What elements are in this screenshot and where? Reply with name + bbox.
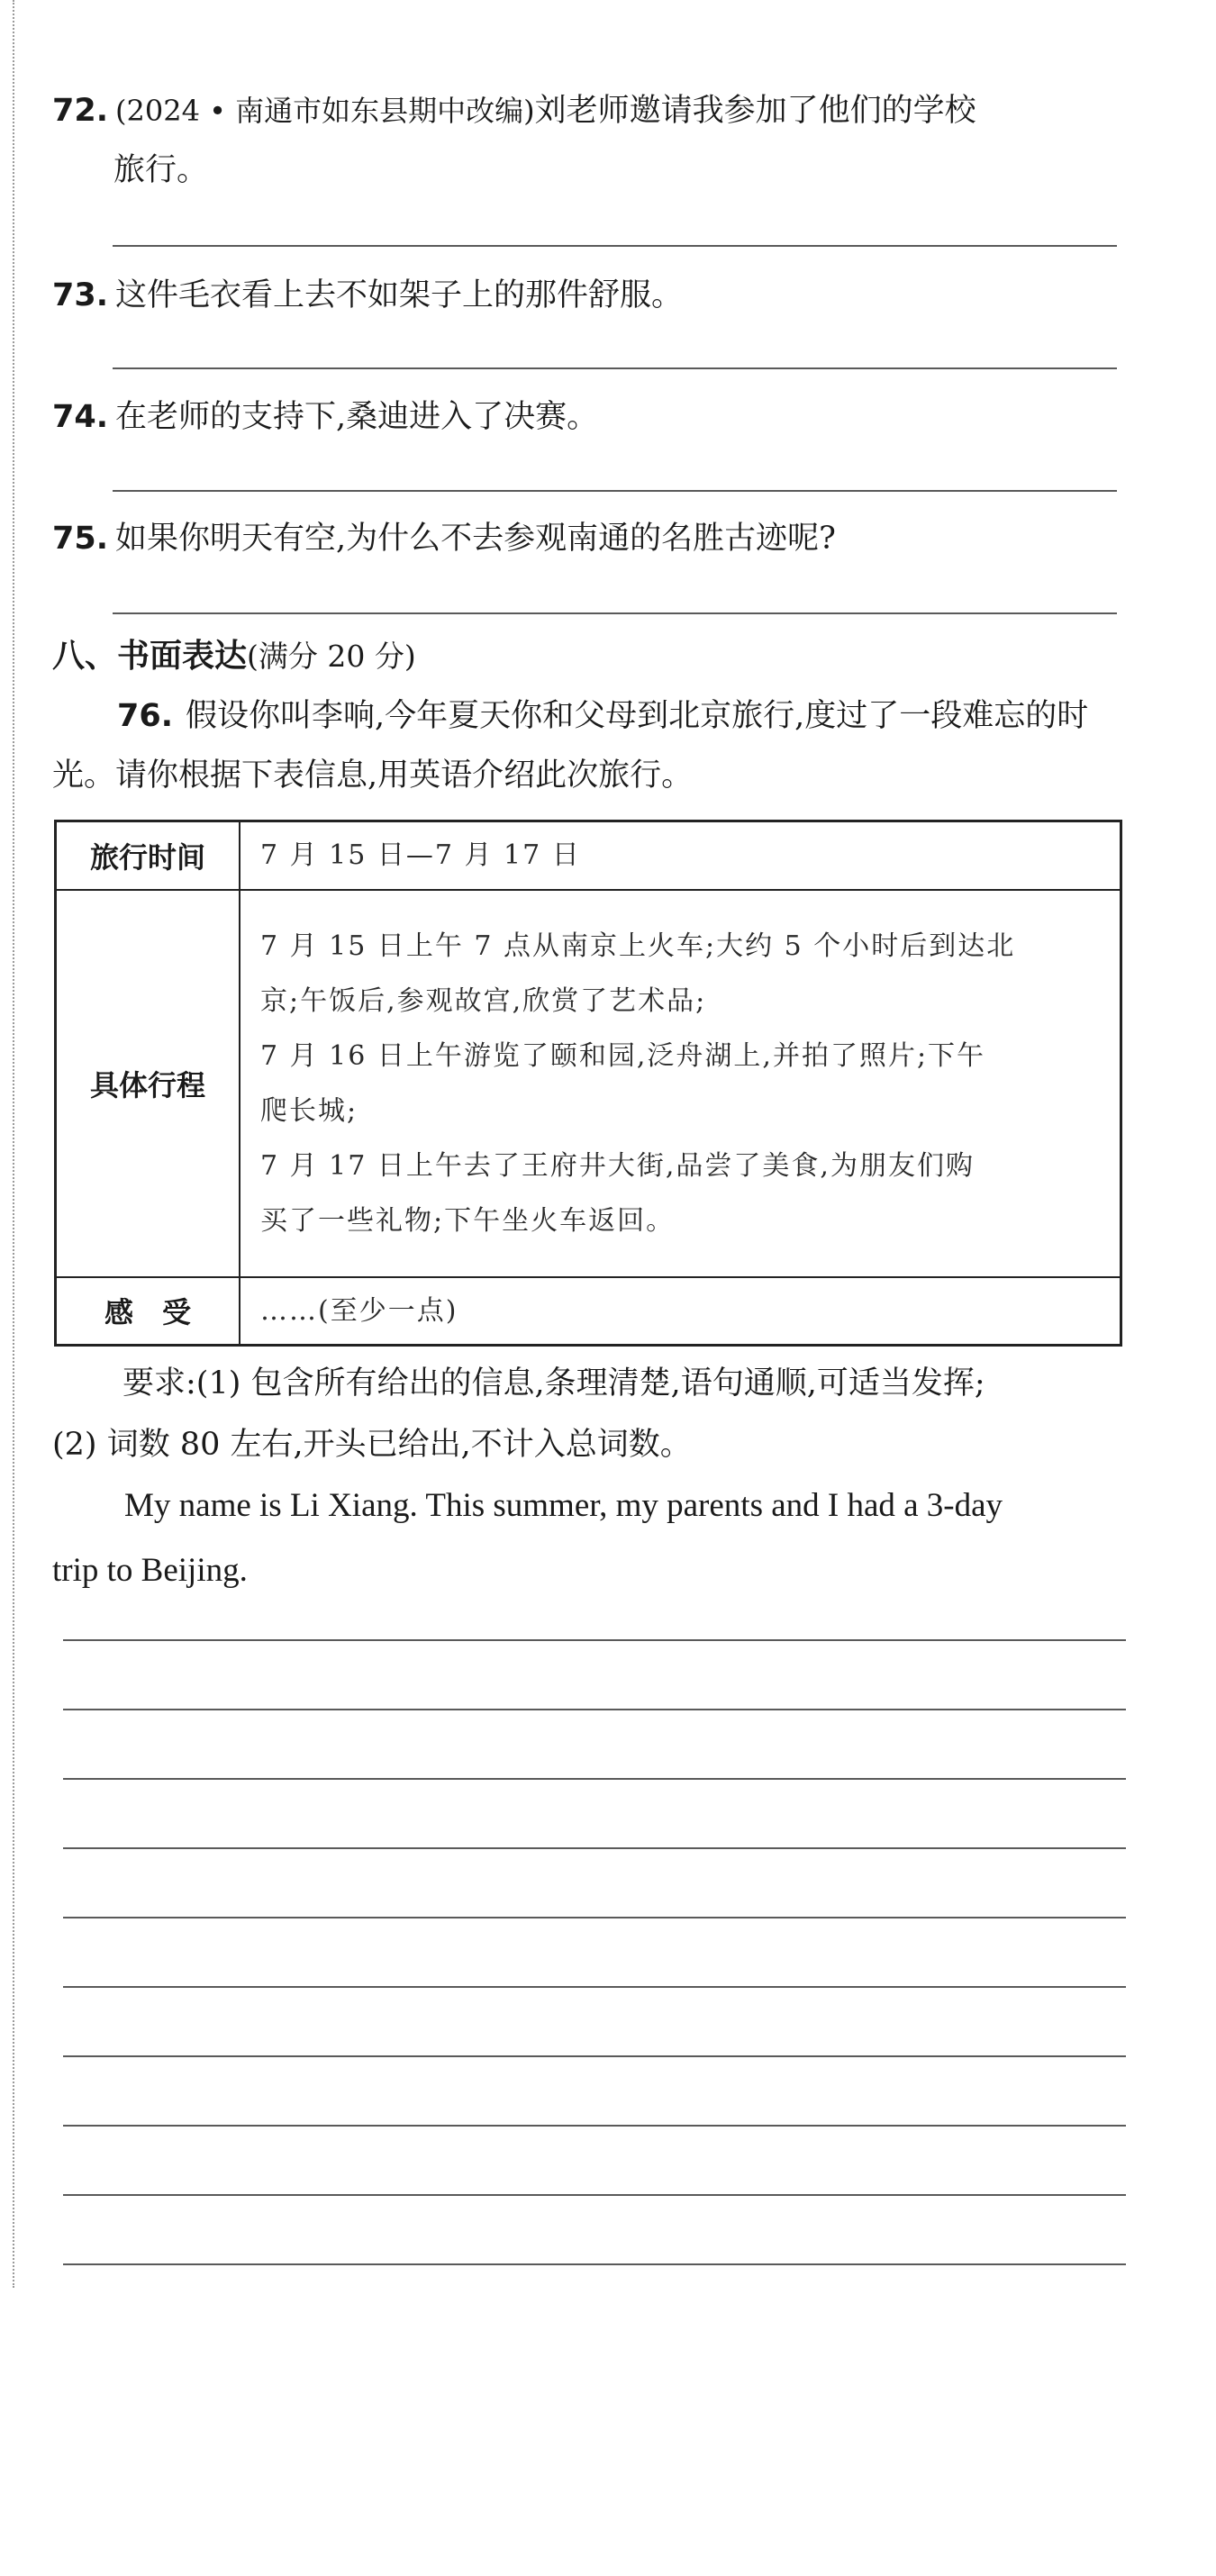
section-title: 八、书面表达 bbox=[52, 638, 248, 675]
writing-line[interactable] bbox=[63, 2055, 1126, 2057]
question-number: 76. bbox=[117, 698, 174, 734]
question-number: 73. bbox=[52, 277, 109, 313]
question-number: 75. bbox=[52, 521, 109, 557]
writing-line[interactable] bbox=[63, 1709, 1126, 1710]
row-value bbox=[240, 1277, 1121, 1346]
opening-line-2: trip to Beijing. bbox=[52, 1552, 248, 1589]
value-line: 买了一些礼物;下午坐火车返回。 bbox=[260, 1204, 676, 1237]
writing-line[interactable] bbox=[63, 1986, 1126, 1988]
requirements bbox=[52, 1353, 1124, 1475]
table-row-itinerary bbox=[56, 890, 1121, 1277]
writing-line[interactable] bbox=[63, 2263, 1126, 2265]
question-75 bbox=[52, 509, 1124, 568]
answer-line-72[interactable] bbox=[113, 245, 1117, 247]
requirement-line-2: (2) 词数 80 左右,开头已给出,不计入总词数。 bbox=[52, 1427, 692, 1463]
question-source: (2024 • 南通市如东县期中改编) bbox=[115, 94, 535, 128]
table-row-feeling bbox=[56, 1277, 1121, 1346]
question-text-cont: 旅行。 bbox=[113, 152, 209, 188]
row-value bbox=[240, 821, 1121, 890]
value-line: 7 月 16 日上午游览了颐和园,泛舟湖上,并拍了照片;下午 bbox=[260, 1039, 986, 1072]
writing-line[interactable] bbox=[63, 1778, 1126, 1780]
trip-info-table bbox=[54, 820, 1122, 1347]
binding-margin bbox=[13, 0, 14, 2288]
value-line: 爬长城; bbox=[260, 1094, 358, 1127]
writing-line[interactable] bbox=[63, 1917, 1126, 1918]
question-72 bbox=[52, 81, 1124, 200]
row-label: 旅行时间 bbox=[56, 821, 240, 890]
answer-line-74[interactable] bbox=[113, 490, 1117, 492]
value-line: 7 月 15 日上午 7 点从南京上火车;大约 5 个小时后到达北 bbox=[260, 930, 1016, 962]
essay-opening bbox=[52, 1474, 1124, 1603]
row-value bbox=[240, 890, 1121, 1277]
writing-line[interactable] bbox=[63, 2194, 1126, 2196]
question-text: 刘老师邀请我参加了他们的学校 bbox=[534, 93, 976, 129]
question-text: 这件毛衣看上去不如架子上的那件舒服。 bbox=[115, 277, 684, 313]
requirement-line-1: 要求:(1) 包含所有给出的信息,条理清楚,语句通顺,可适当发挥; bbox=[123, 1365, 985, 1401]
table-row-time bbox=[56, 821, 1121, 890]
question-74 bbox=[52, 387, 1124, 447]
question-text: 在老师的支持下,桑迪进入了决赛。 bbox=[115, 399, 599, 435]
task-text: 假设你叫李响,今年夏天你和父母到北京旅行,度过了一段难忘的时光。请你根据下表信息,用英语介绍此次旅行。 bbox=[52, 698, 1089, 794]
question-number: 74. bbox=[52, 399, 109, 435]
row-label: 感 受 bbox=[56, 1277, 240, 1346]
value-line: 7 月 15 日—7 月 17 日 bbox=[260, 839, 581, 872]
section-points: (满分 20 分) bbox=[247, 639, 416, 674]
question-73 bbox=[52, 266, 1124, 325]
writing-line[interactable] bbox=[63, 1639, 1126, 1641]
answer-line-75[interactable] bbox=[113, 612, 1117, 614]
section-heading bbox=[52, 630, 416, 676]
answer-line-73[interactable] bbox=[113, 367, 1117, 369]
writing-line[interactable] bbox=[63, 2125, 1126, 2127]
value-line: 京;午饭后,参观故宫,欣赏了艺术品; bbox=[260, 984, 707, 1017]
task-76-prompt bbox=[52, 686, 1120, 805]
question-number: 72. bbox=[52, 93, 109, 129]
question-text: 如果你明天有空,为什么不去参观南通的名胜古迹呢? bbox=[115, 521, 836, 557]
writing-line[interactable] bbox=[63, 1847, 1126, 1849]
value-line: ……(至少一点) bbox=[260, 1294, 458, 1327]
value-line: 7 月 17 日上午去了王府井大街,品尝了美食,为朋友们购 bbox=[260, 1149, 975, 1182]
row-label: 具体行程 bbox=[56, 890, 240, 1277]
opening-line-1: My name is Li Xiang. This summer, my parents and I had a 3-day bbox=[124, 1487, 1003, 1524]
